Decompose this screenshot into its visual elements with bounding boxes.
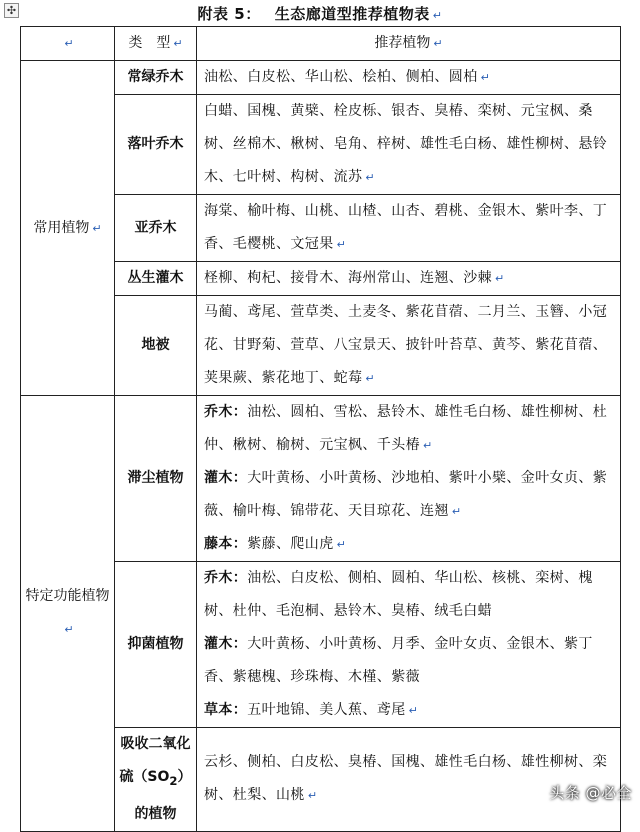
type-cell	[115, 61, 197, 95]
plants-text: 油松、圆柏、雪松、悬铃木、雄性毛白杨、雄性柳树、杜仲、楸树、榆树、元宝枫、千头椿	[204, 404, 608, 453]
type-cell	[115, 396, 197, 562]
plants-text: 柽柳、枸杞、接骨木、海州常山、连翘、沙棘	[204, 270, 492, 286]
type-cell	[115, 562, 197, 728]
category-label: 常用植物	[33, 219, 90, 236]
plant-group	[204, 396, 614, 462]
group-label: 藤本：	[204, 536, 248, 552]
table-row	[21, 61, 621, 95]
plant-group	[204, 528, 614, 561]
type-label: 亚乔木	[134, 219, 177, 236]
group-label: 灌木：	[204, 470, 248, 486]
type-label: 吸收二氧化硫（SO	[119, 736, 191, 785]
paragraph-mark-icon: ↵	[336, 238, 347, 251]
category-label: 特定功能植物	[25, 588, 110, 605]
plants-text: 云杉、侧柏、白皮松、臭椿、国槐、雄性毛白杨、雄性柳树、栾树、杜梨、山桃	[204, 754, 608, 804]
type-label: 常绿乔木	[127, 69, 184, 85]
header-cell-type	[115, 27, 197, 61]
plant-group	[204, 562, 614, 628]
plants-text: 油松、白皮松、华山松、桧柏、侧柏、圆柏	[204, 69, 478, 85]
paragraph-mark-icon: ↵	[495, 272, 505, 285]
header-type-label: 类 型	[128, 35, 171, 51]
paragraph-mark-icon: ↵	[423, 439, 433, 452]
paragraph-mark-icon: ↵	[408, 704, 419, 717]
recommended-plants-table	[20, 26, 621, 832]
paragraph-mark-icon: ↵	[173, 37, 183, 50]
paragraph-mark-icon: ↵	[92, 221, 102, 235]
paragraph-mark-icon: ↵	[336, 538, 347, 551]
plants-cell	[197, 562, 621, 728]
type-cell	[115, 262, 197, 296]
paragraph-mark-icon: ↵	[307, 789, 318, 803]
type-cell	[115, 728, 197, 832]
plants-text: 油松、白皮松、侧柏、圆柏、华山松、核桃、栾树、槐树、杜仲、毛泡桐、悬铃木、臭椿、绒毛白蜡	[204, 570, 593, 619]
type-label: 滞尘植物	[127, 470, 184, 486]
group-label: 草本：	[204, 702, 248, 718]
paragraph-mark-icon: ↵	[432, 9, 443, 22]
plants-cell	[197, 61, 621, 95]
type-cell	[115, 95, 197, 195]
plant-group	[204, 694, 614, 727]
plants-cell	[197, 95, 621, 195]
plants-text: 马蔺、鸢尾、萱草类、土麦冬、紫花苜蓿、二月兰、玉簪、小冠花、甘野菊、萱草、八宝景天、披针叶苔草、黄芩、紫花苜蓿、荚果蕨、紫花地丁、蛇莓	[204, 304, 608, 386]
plants-cell	[197, 262, 621, 296]
table-caption-label: 附表 5：	[197, 5, 261, 23]
plants-text: 海棠、榆叶梅、山桃、山楂、山杏、碧桃、金银木、紫叶李、丁香、毛樱桃、文冠果	[204, 203, 608, 252]
group-label: 灌木：	[204, 636, 248, 652]
type-label: 丛生灌木	[127, 270, 184, 286]
table-move-handle-icon[interactable]: ✣	[4, 3, 19, 18]
category-cell-special	[21, 396, 115, 832]
paragraph-mark-icon: ↵	[451, 505, 462, 518]
paragraph-mark-icon: ↵	[64, 623, 74, 637]
plants-cell	[197, 396, 621, 562]
plants-cell	[197, 296, 621, 396]
plant-group	[204, 462, 614, 528]
plants-text: 白蜡、国槐、黄檗、栓皮栎、银杏、臭椿、栾树、元宝枫、桑树、丝棉木、楸树、皂角、梓树、雄性毛白杨、雄性柳树、悬铃木、七叶树、构树、流苏	[204, 103, 608, 185]
type-label: 地被	[141, 337, 170, 353]
type-label: 抑菌植物	[127, 636, 184, 652]
paragraph-mark-icon: ↵	[480, 71, 491, 84]
table-caption	[0, 4, 640, 26]
type-label-subscript: 2	[169, 773, 178, 788]
watermark: 头条 @必全	[549, 784, 632, 802]
paragraph-mark-icon: ↵	[64, 37, 74, 50]
paragraph-mark-icon: ↵	[433, 37, 443, 50]
paragraph-mark-icon: ↵	[365, 171, 376, 184]
header-cell-empty	[21, 27, 115, 61]
type-label: 落叶乔木	[127, 136, 184, 152]
plants-text: 大叶黄杨、小叶黄杨、沙地柏、紫叶小檗、金叶女贞、紫薇、榆叶梅、锦带花、天目琼花、连翘	[204, 470, 608, 519]
plants-cell	[197, 728, 621, 832]
plants-text: 五叶地锦、美人蕉、鸢尾	[247, 702, 406, 718]
table-row	[21, 396, 621, 562]
category-cell-common	[21, 61, 115, 396]
type-cell	[115, 195, 197, 262]
plants-text: 紫藤、爬山虎	[247, 536, 334, 552]
header-cell-plants	[197, 27, 621, 61]
type-label-suffix: ）的植物	[134, 769, 192, 822]
plant-group	[204, 628, 614, 694]
paragraph-mark-icon: ↵	[365, 372, 376, 385]
group-label: 乔木：	[204, 404, 248, 420]
plants-text: 大叶黄杨、小叶黄杨、月季、金叶女贞、金银木、紫丁香、紫穗槐、珍珠梅、木槿、紫薇	[204, 636, 593, 685]
group-label: 乔木：	[204, 570, 248, 586]
type-cell	[115, 296, 197, 396]
table-header-row	[21, 27, 621, 61]
table-caption-text: 生态廊道型推荐植物表	[274, 5, 430, 23]
plants-cell	[197, 195, 621, 262]
header-plants-label: 推荐植物	[374, 35, 431, 51]
